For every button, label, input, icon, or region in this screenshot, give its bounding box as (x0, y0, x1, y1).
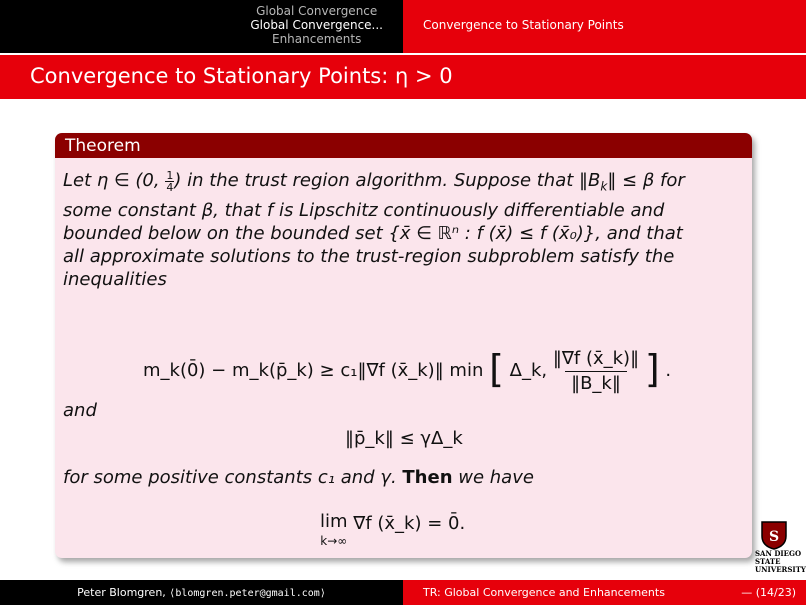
page-number: — (14/23) (741, 586, 796, 599)
right-bracket: ] (644, 347, 660, 391)
university-name: SAN DIEGO STATE UNIVERSITY (755, 549, 806, 574)
theorem-line-2: some constant β, that f is Lipschitz continuously differentiable and (63, 199, 665, 221)
frame-title-bar (0, 55, 806, 99)
theorem-block (55, 133, 752, 558)
frame-title: Convergence to Stationary Points: η > 0 (30, 64, 453, 88)
left-bracket: [ (489, 347, 504, 391)
theorem-heading: Theorem (55, 133, 752, 158)
and-text: and (63, 400, 97, 421)
inequality-step-bound: ‖p̄_k‖ ≤ γΔ_k (345, 428, 463, 449)
footer-author: Peter Blomgren, ⟨blomgren.peter@gmail.com⟩ (77, 586, 326, 599)
limit-operator: lim k→∞ (320, 511, 348, 548)
theorem-line-6: for some positive constants c₁ and γ. Then we have (63, 467, 534, 488)
university-logo (755, 518, 806, 574)
footer-bar (0, 580, 806, 605)
limit-equation: lim k→∞ ∇f (x̄_k) = 0̄. (320, 511, 466, 548)
theorem-line-4: all approximate solutions to the trust-region subproblem satisfy the (63, 245, 675, 267)
nav-section-global-convergence[interactable]: Global Convergence (256, 4, 378, 18)
footer-title: TR: Global Convergence and Enhancements (423, 586, 665, 599)
footer-title-panel (403, 580, 806, 605)
nav-section-enhancements[interactable]: Enhancements (271, 32, 362, 46)
fraction-one-quarter: $\frac{1}{4}$ (166, 168, 174, 194)
svg-text:S: S (768, 529, 780, 545)
gradient-over-b-fraction: $\frac{‖\nabla f (x̄\_k)‖}{‖B\_k‖}$ (552, 347, 640, 394)
nav-section-global-convergence-cont[interactable]: Global Convergence... (250, 18, 383, 32)
then-keyword: Then (402, 467, 453, 488)
nav-subsection-stationary-points[interactable]: Convergence to Stationary Points (423, 18, 624, 32)
footer-author-panel (0, 580, 403, 605)
university-shield-icon (759, 520, 789, 550)
theorem-line-3: bounded below on the bounded set {x̄ ∈ ℝⁿ : f (x̄) ≤ f (x̄₀)}, and that (63, 222, 683, 244)
nav-sections-panel (0, 0, 403, 53)
nav-subsection-panel (403, 0, 806, 53)
footer-email: ⟨blomgren.peter@gmail.com⟩ (169, 588, 326, 599)
inequality-model-decrease: m_k(0̄) − m_k(p̄_k) ≥ c₁‖∇f (x̄_k)‖ min [ Δ_k, $\frac{‖\nabla f (x̄\_k)‖}{‖B\_k‖}$ ] . (143, 347, 672, 394)
theorem-line-1: Let η ∈ (0, $\frac{1}{4}$) in the trust region algorithm. Suppose that $‖B_k‖ \le \beta$ for (63, 168, 685, 194)
nav-section-list (250, 4, 383, 46)
theorem-text (63, 169, 744, 291)
navigation-bar (0, 0, 806, 53)
theorem-line-5: inequalities (63, 268, 167, 290)
